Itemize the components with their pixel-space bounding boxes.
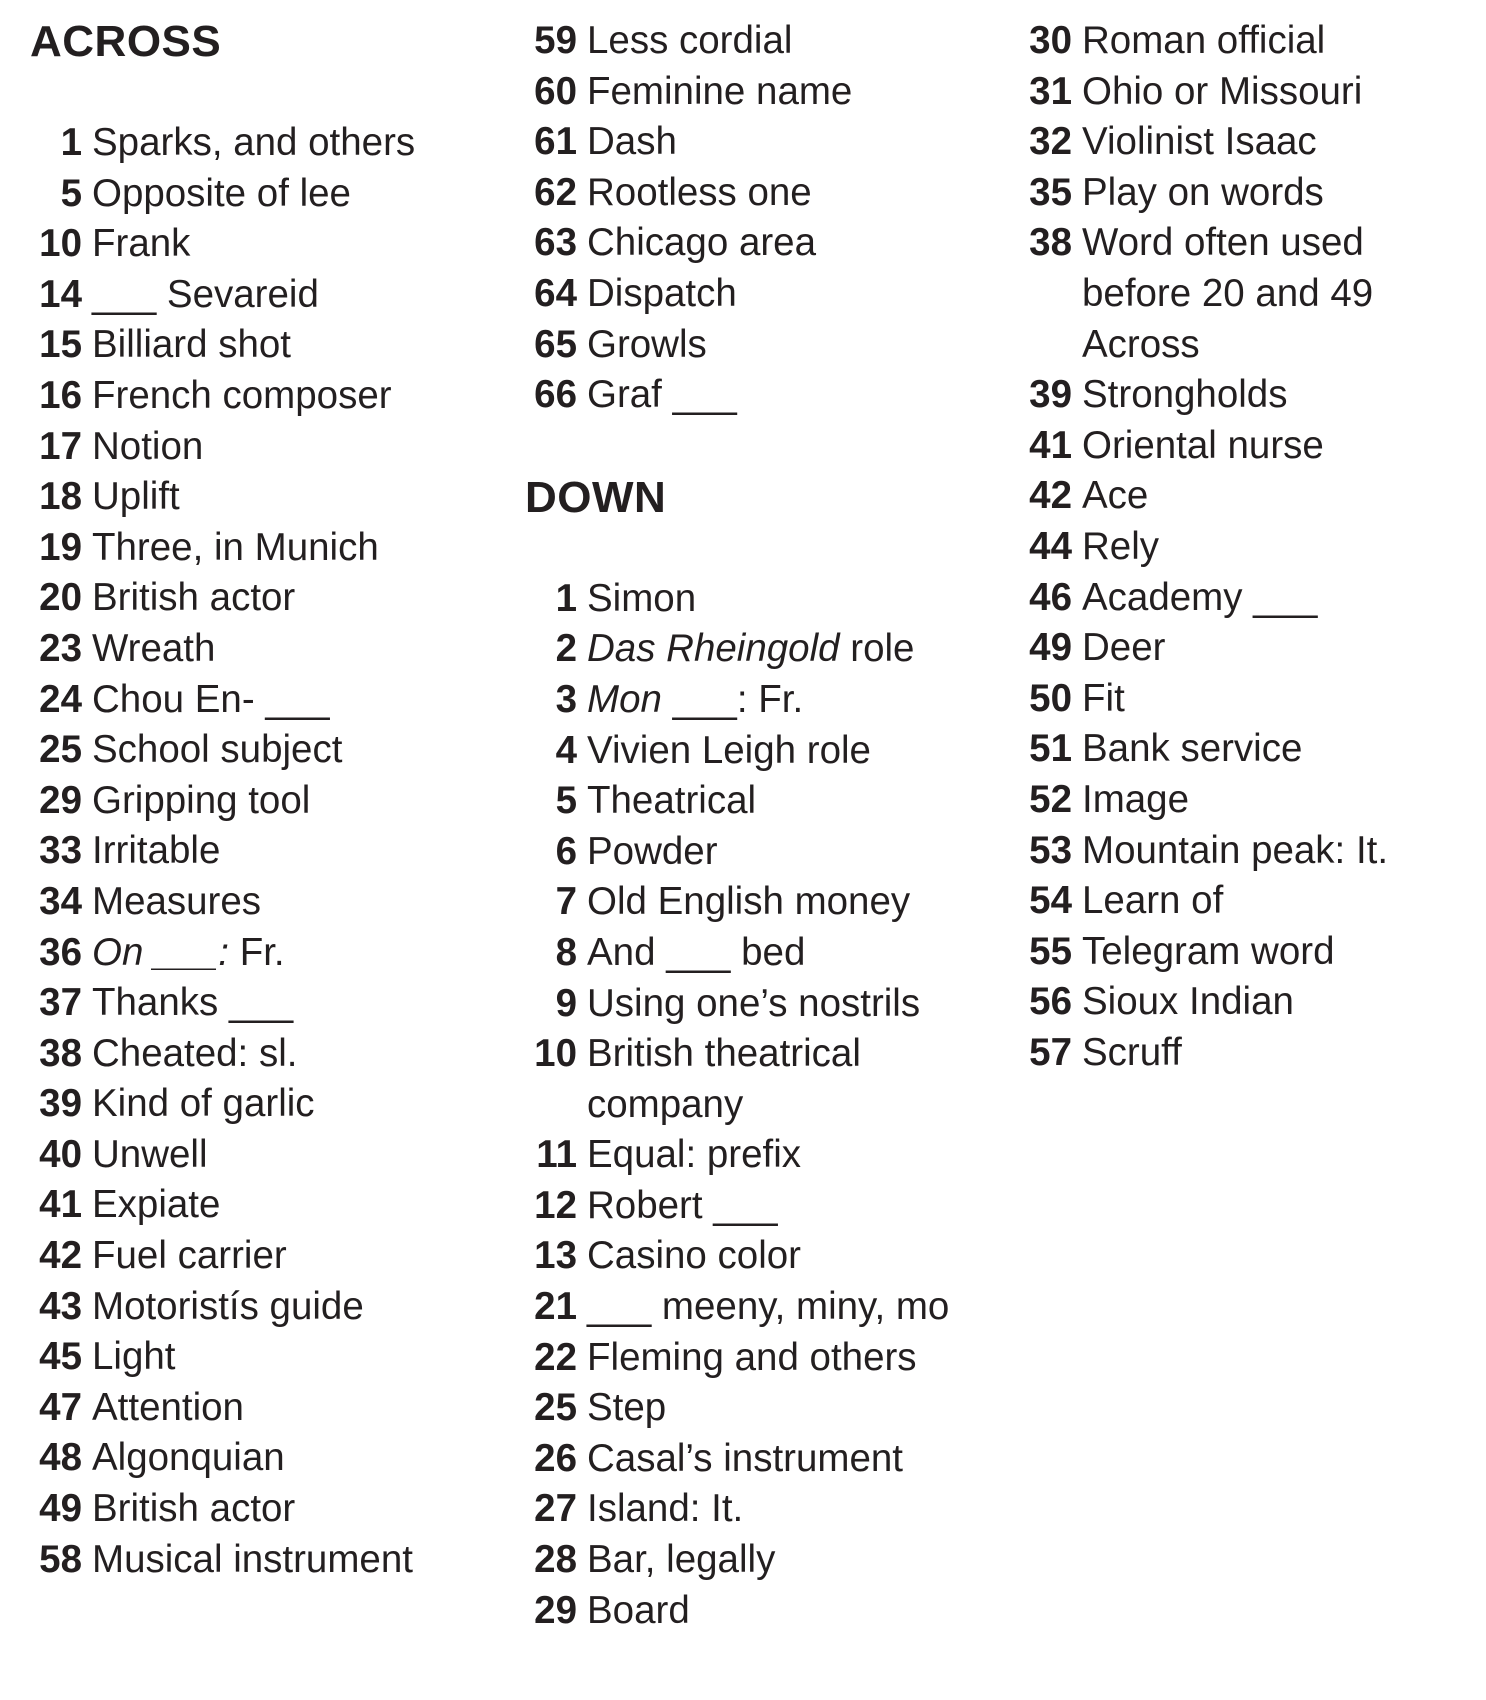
clue-number: 12	[534, 1183, 577, 1227]
clue-across-63	[525, 218, 1005, 269]
clue-text: Dash	[587, 120, 677, 164]
clue-text: Rootless one	[587, 170, 812, 214]
clue-text: Feminine name	[587, 69, 853, 113]
clue-text: Three, in Munich	[92, 525, 379, 569]
clue-text: Frank	[92, 222, 191, 266]
clue-text: Irritable	[92, 829, 221, 873]
clue-text: Algonquian	[92, 1436, 285, 1480]
clue-number: 26	[534, 1436, 577, 1480]
clue-text: Uplift	[92, 475, 180, 519]
clue-across-61	[525, 117, 1005, 168]
clue-down-9	[525, 979, 1005, 1030]
clue-number: 50	[1029, 676, 1072, 720]
clue-number: 14	[39, 272, 82, 316]
clue-number: 22	[534, 1335, 577, 1379]
clue-text: before 20 and 49	[1082, 271, 1374, 315]
clue-number: 38	[39, 1031, 82, 1075]
clue-number	[1020, 320, 1072, 371]
clue-number: 30	[1029, 19, 1072, 62]
column-2	[525, 16, 1005, 1636]
clue-down-30	[1020, 16, 1470, 67]
clue-down-7	[525, 877, 1005, 928]
clue-number: 45	[39, 1335, 82, 1379]
clue-text: Notion	[92, 424, 204, 468]
clue-across-40	[30, 1130, 500, 1181]
clue-down-21	[525, 1282, 1005, 1333]
clue-number: 10	[39, 222, 82, 266]
clue-down-6	[525, 827, 1005, 878]
clue-text: Wreath	[92, 626, 216, 670]
clue-down-56	[1020, 977, 1470, 1028]
clue-text: Simon	[587, 576, 697, 620]
clue-text: Robert ___	[587, 1183, 778, 1227]
clue-down-44	[1020, 522, 1470, 573]
clue-number: 21	[534, 1285, 577, 1329]
clue-number: 52	[1029, 777, 1072, 821]
clue-number: 41	[39, 1183, 82, 1227]
clue-down-53	[1020, 826, 1470, 877]
clue-number: 51	[1029, 727, 1072, 771]
clue-down-13	[525, 1231, 1005, 1282]
spacer	[525, 523, 1005, 574]
clue-down-10	[525, 1029, 1005, 1080]
clue-text: Gripping tool	[92, 778, 311, 822]
clue-across-23	[30, 624, 500, 675]
clue-across-65	[525, 320, 1005, 371]
clue-text: Board	[587, 1588, 690, 1632]
clue-across-47	[30, 1383, 500, 1434]
clue-text: Step	[587, 1386, 667, 1430]
clue-number: 4	[555, 728, 577, 772]
clue-text: Attention	[92, 1385, 244, 1429]
clue-number: 47	[39, 1385, 82, 1429]
clue-across-45	[30, 1332, 500, 1383]
clue-number: 44	[1029, 524, 1072, 568]
clue-text: Bar, legally	[587, 1538, 776, 1582]
clue-number: 5	[555, 779, 577, 823]
clue-number: 42	[1029, 474, 1072, 518]
clue-text: Roman official	[1082, 19, 1326, 62]
clue-number	[525, 1080, 577, 1131]
clue-down-28	[525, 1535, 1005, 1586]
clue-number: 55	[1029, 929, 1072, 973]
clue-across-10	[30, 219, 500, 270]
clue-number: 43	[39, 1284, 82, 1328]
clue-down-35	[1020, 168, 1470, 219]
clue-text: Equal: prefix	[587, 1133, 802, 1177]
clue-number: 65	[534, 322, 577, 366]
clue-across-60	[525, 67, 1005, 118]
clue-across-59	[525, 16, 1005, 67]
clue-across-16	[30, 371, 500, 422]
clue-down-31	[1020, 67, 1470, 118]
clue-number: 57	[1029, 1030, 1072, 1074]
clue-number: 58	[39, 1537, 82, 1581]
clue-across-34	[30, 877, 500, 928]
clue-down-54	[1020, 876, 1470, 927]
clue-number: 13	[534, 1234, 577, 1278]
clue-text: Graf ___	[587, 373, 737, 417]
clue-number: 37	[39, 981, 82, 1025]
clue-number: 36	[39, 930, 82, 974]
clue-number: 66	[534, 373, 577, 417]
clue-across-1	[30, 118, 500, 169]
clue-down-46	[1020, 573, 1470, 624]
clue-text: Mountain peak: It.	[1082, 828, 1389, 872]
clue-number: 7	[555, 880, 577, 924]
clue-number: 29	[534, 1588, 577, 1632]
clue-number: 1	[555, 576, 577, 620]
clue-number: 60	[534, 69, 577, 113]
clue-number: 39	[1029, 373, 1072, 417]
clue-across-19	[30, 523, 500, 574]
clue-down-25	[525, 1383, 1005, 1434]
clue-text: Using one’s nostrils	[587, 981, 921, 1025]
clue-down-51	[1020, 724, 1470, 775]
clue-text: Less cordial	[587, 19, 793, 62]
clue-across-15	[30, 320, 500, 371]
clue-text: Ace	[1082, 474, 1149, 518]
clue-down-1	[525, 574, 1005, 625]
clue-down-52	[1020, 775, 1470, 826]
clue-down-11	[525, 1130, 1005, 1181]
clue-across-43	[30, 1282, 500, 1333]
clue-number: 40	[39, 1132, 82, 1176]
clue-text: Fuel carrier	[92, 1234, 287, 1278]
clue-text: Kind of garlic	[92, 1082, 315, 1126]
clue-down-2	[525, 624, 1005, 675]
clue-text: Telegram word	[1082, 929, 1335, 973]
clue-number: 59	[534, 19, 577, 62]
clue-text: Fit	[1082, 676, 1125, 720]
clue-number: 24	[39, 677, 82, 721]
clue-number	[1020, 269, 1072, 320]
clue-text: Sioux Indian	[1082, 980, 1294, 1024]
column-1	[30, 16, 500, 1585]
clue-text: Casino color	[587, 1234, 801, 1278]
clue-across-49	[30, 1484, 500, 1535]
clue-text: Vivien Leigh role	[587, 728, 871, 772]
clue-text: Play on words	[1082, 170, 1324, 214]
clue-down-49	[1020, 623, 1470, 674]
clue-number: 42	[39, 1234, 82, 1278]
down-heading: DOWN	[525, 472, 667, 522]
clue-number: 61	[534, 120, 577, 164]
clue-number: 49	[39, 1487, 82, 1531]
clue-number: 6	[555, 829, 577, 873]
clue-across-36	[30, 928, 500, 979]
clue-text: Cheated: sl.	[92, 1031, 298, 1075]
clue-text: Chou En- ___	[92, 677, 330, 721]
clue-text: Rely	[1082, 524, 1160, 568]
clue-number: 53	[1029, 828, 1072, 872]
clue-text: Across	[1082, 322, 1200, 366]
column-3	[1020, 16, 1470, 1078]
clue-number: 17	[39, 424, 82, 468]
clue-number: 25	[39, 728, 82, 772]
clue-down-4	[525, 726, 1005, 777]
clue-down-39	[1020, 370, 1470, 421]
clue-number: 10	[534, 1032, 577, 1076]
clue-text: Mon ___: Fr.	[587, 677, 804, 721]
clue-text: Motoristís guide	[92, 1284, 364, 1328]
clue-text: Growls	[587, 322, 707, 366]
clue-number: 41	[1029, 423, 1072, 467]
clue-across-64	[525, 269, 1005, 320]
clue-across-24	[30, 675, 500, 726]
clue-number: 25	[534, 1386, 577, 1430]
clue-text: Oriental nurse	[1082, 423, 1324, 467]
clue-across-29	[30, 776, 500, 827]
clue-number: 54	[1029, 879, 1072, 923]
clue-across-37	[30, 978, 500, 1029]
clue-number: 46	[1029, 575, 1072, 619]
clue-number: 34	[39, 879, 82, 923]
clue-across-17	[30, 422, 500, 473]
clue-down-27	[525, 1484, 1005, 1535]
clue-number: 49	[1029, 626, 1072, 670]
clue-across-42	[30, 1231, 500, 1282]
clue-number: 56	[1029, 980, 1072, 1024]
clue-down-38	[1020, 218, 1470, 269]
clue-text: French composer	[92, 373, 392, 417]
clue-text: British actor	[92, 576, 296, 620]
clue-across-14	[30, 270, 500, 321]
clue-continuation	[1020, 269, 1470, 320]
clue-text: Das Rheingold role	[587, 627, 915, 671]
clue-text: Casal’s instrument	[587, 1436, 903, 1480]
clue-number: 19	[39, 525, 82, 569]
clue-text: Dispatch	[587, 271, 737, 315]
clue-down-8	[525, 928, 1005, 979]
clue-across-41	[30, 1180, 500, 1231]
clue-text: Scruff	[1082, 1030, 1182, 1074]
clue-down-55	[1020, 927, 1470, 978]
clue-number: 38	[1029, 221, 1072, 265]
clue-down-29	[525, 1586, 1005, 1637]
clue-text: Chicago area	[587, 221, 817, 265]
clue-down-26	[525, 1434, 1005, 1485]
clue-number: 28	[534, 1538, 577, 1582]
clue-text: Opposite of lee	[92, 171, 351, 215]
clue-down-57	[1020, 1028, 1470, 1079]
clue-text: Fleming and others	[587, 1335, 917, 1379]
clue-number: 31	[1029, 69, 1072, 113]
clue-number: 33	[39, 829, 82, 873]
clue-continuation	[1020, 320, 1470, 371]
clue-text: Unwell	[92, 1132, 208, 1176]
clue-number: 29	[39, 778, 82, 822]
clue-text: Island: It.	[587, 1487, 744, 1531]
spacer	[30, 67, 500, 118]
clue-number: 35	[1029, 170, 1072, 214]
clue-text: Bank service	[1082, 727, 1303, 771]
clue-across-48	[30, 1433, 500, 1484]
clue-text: Violinist Isaac	[1082, 120, 1317, 164]
clue-across-39	[30, 1079, 500, 1130]
clue-text: Learn of	[1082, 879, 1224, 923]
clue-continuation	[525, 1080, 1005, 1131]
clue-across-18	[30, 472, 500, 523]
clue-down-12	[525, 1181, 1005, 1232]
clue-number: 32	[1029, 120, 1072, 164]
clue-text: Powder	[587, 829, 718, 873]
clue-across-58	[30, 1535, 500, 1586]
clue-text: Deer	[1082, 626, 1166, 670]
clue-across-38	[30, 1029, 500, 1080]
clue-number: 27	[534, 1487, 577, 1531]
clue-number: 63	[534, 221, 577, 265]
clue-text: Billiard shot	[92, 323, 292, 367]
clue-text: Thanks ___	[92, 981, 294, 1025]
clue-down-5	[525, 776, 1005, 827]
clue-number: 2	[555, 627, 577, 671]
clue-down-50	[1020, 674, 1470, 725]
clue-number: 20	[39, 576, 82, 620]
clue-across-33	[30, 826, 500, 877]
clue-number: 3	[555, 677, 577, 721]
clue-number: 8	[555, 930, 577, 974]
clue-number: 64	[534, 271, 577, 315]
clue-text: British actor	[92, 1487, 296, 1531]
clue-number: 15	[39, 323, 82, 367]
clue-text: Word often used	[1082, 221, 1364, 265]
clue-text: ___ Sevareid	[92, 272, 319, 316]
clue-number: 62	[534, 170, 577, 214]
clue-number: 5	[60, 171, 82, 215]
clue-text: company	[587, 1082, 744, 1126]
clue-text: Measures	[92, 879, 262, 923]
across-heading: ACROSS	[30, 17, 222, 66]
clue-number: 18	[39, 475, 82, 519]
clue-text: On ___: Fr.	[92, 930, 285, 974]
clue-text: Academy ___	[1082, 575, 1318, 619]
clue-text: Image	[1082, 777, 1190, 821]
clue-number: 39	[39, 1082, 82, 1126]
clue-across-66	[525, 370, 1005, 421]
spacer	[525, 421, 1005, 472]
clue-text: British theatrical	[587, 1032, 861, 1076]
clue-number: 11	[536, 1133, 577, 1177]
clue-text: School subject	[92, 728, 343, 772]
clue-number: 9	[555, 981, 577, 1025]
clue-text: Expiate	[92, 1183, 221, 1227]
clue-text: Old English money	[587, 880, 911, 924]
clue-text: And ___ bed	[587, 930, 806, 974]
clue-across-20	[30, 573, 500, 624]
clue-across-5	[30, 169, 500, 220]
clue-number: 1	[60, 121, 82, 164]
clue-text: Theatrical	[587, 779, 757, 823]
clue-text: Strongholds	[1082, 373, 1288, 417]
clue-down-3	[525, 675, 1005, 726]
clue-text: Musical instrument	[92, 1537, 413, 1581]
clue-across-25	[30, 725, 500, 776]
clue-down-42	[1020, 471, 1470, 522]
clue-down-32	[1020, 117, 1470, 168]
clue-text: Light	[92, 1335, 176, 1379]
clue-text: ___ meeny, miny, mo	[587, 1285, 950, 1329]
clue-across-62	[525, 168, 1005, 219]
clue-number: 23	[39, 626, 82, 670]
clue-down-41	[1020, 421, 1470, 472]
clue-down-22	[525, 1333, 1005, 1384]
clue-number: 16	[39, 373, 82, 417]
clue-text: Sparks, and others	[92, 121, 416, 164]
clue-text: Ohio or Missouri	[1082, 69, 1363, 113]
clue-number: 48	[39, 1436, 82, 1480]
